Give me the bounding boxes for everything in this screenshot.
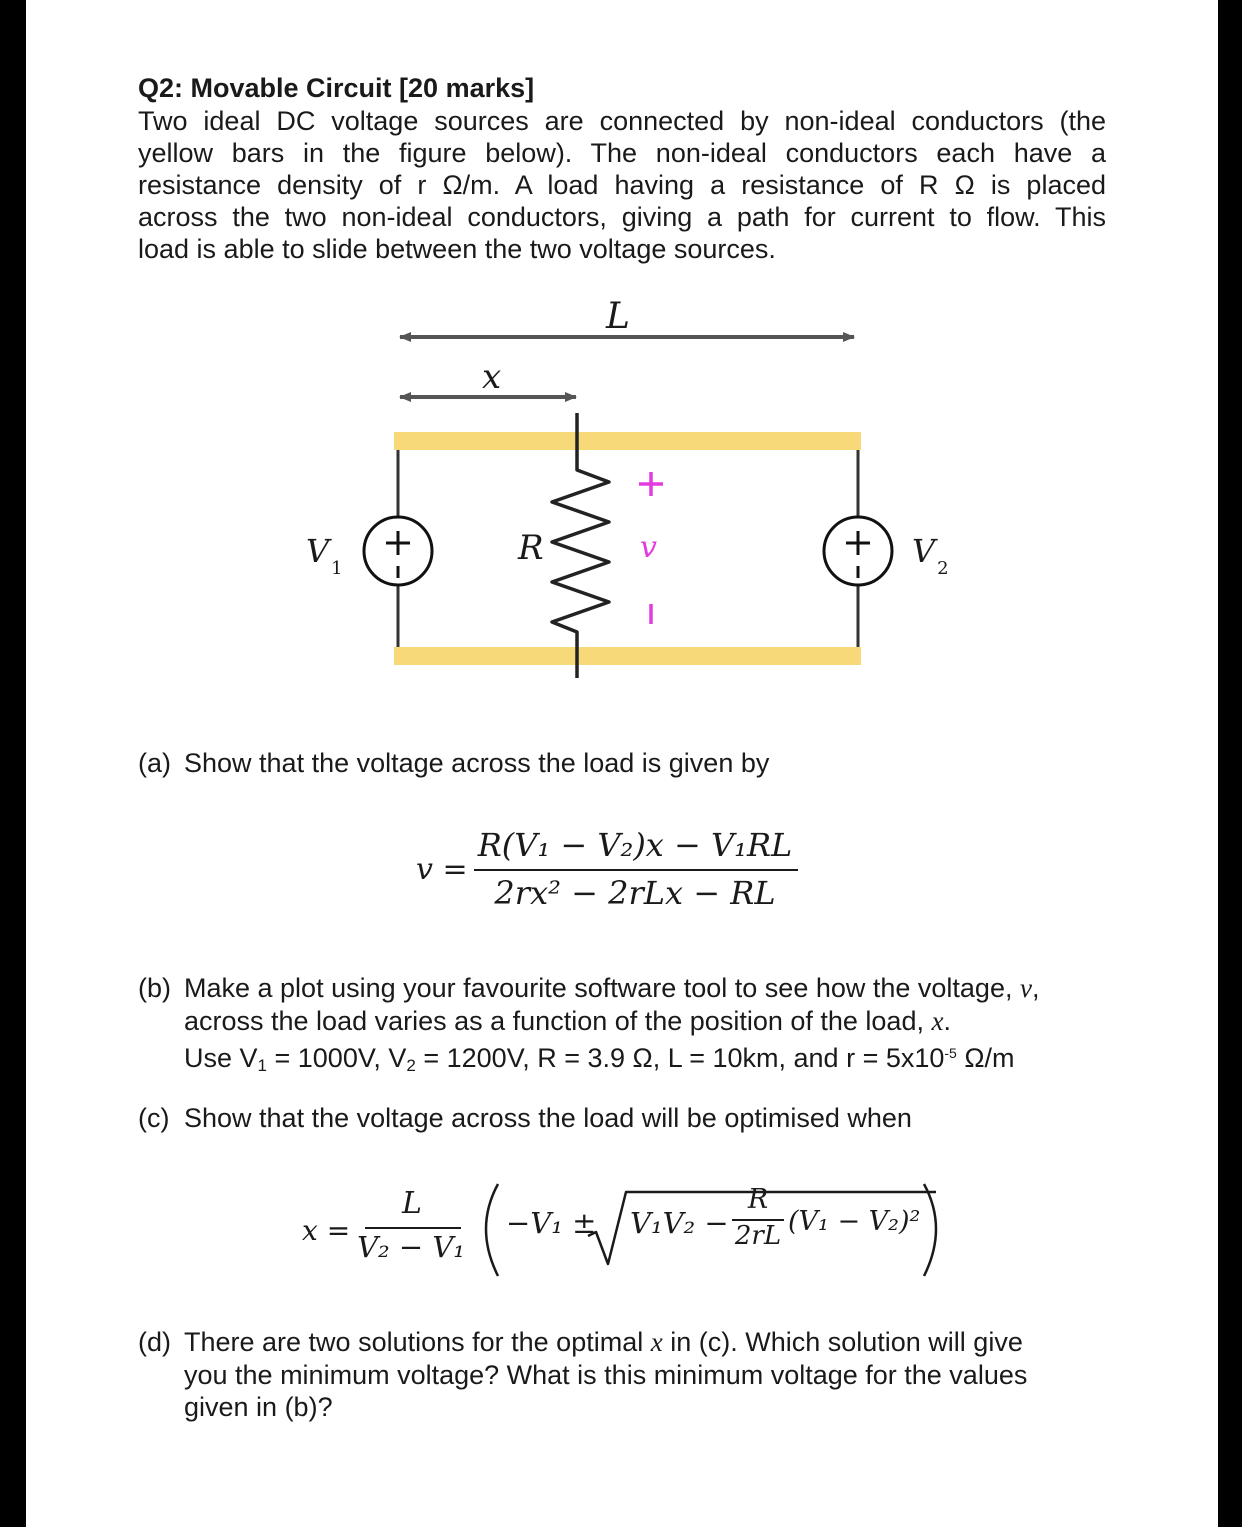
intro-line: across the two non-ideal conductors, giving a path for current to flow. This xyxy=(138,202,1106,232)
bottom-conductor-bar xyxy=(394,647,861,665)
intro-line: resistance density of r Ω/m. A load having a resistance of R Ω is placed xyxy=(138,170,1106,200)
eq-c-frac2-numerator: R xyxy=(747,1184,769,1215)
part-d-line2: you the minimum voltage? What is this minimum voltage for the values xyxy=(184,1360,1028,1390)
figure-label-V2: V $_2$ xyxy=(912,532,949,579)
part-a-label: (a) xyxy=(138,748,171,778)
eq-c-lhs: x = xyxy=(302,1214,351,1247)
top-conductor-bar xyxy=(394,432,861,450)
eq-a-lhs: v = xyxy=(416,852,468,887)
part-c-text: Show that the voltage across the load will be optimised when xyxy=(184,1103,912,1133)
figure-label-L: L xyxy=(606,296,630,337)
document-page xyxy=(26,0,1218,1527)
figure-label-v: v xyxy=(640,530,657,565)
part-b-line1: Make a plot using your favourite software tool to see how the voltage, v, xyxy=(184,973,1040,1003)
part-b-line3: Use $V_1 = 1000V$, $V_2 = 1200V$, R = 3.9 Ω, L = 10km, and $r = 5x10^{-5}$ Ω/m xyxy=(184,1043,1015,1075)
part-d-line3: given in (b)? xyxy=(184,1392,333,1422)
intro-line: load is able to slide between the two voltage sources. xyxy=(138,234,776,264)
eq-a-fraction-bar xyxy=(474,869,798,871)
eq-a-numerator: R(V₁ − V₂)x − V₁RL xyxy=(477,826,793,864)
figure-label-x: x xyxy=(482,357,502,397)
intro-line: Two ideal DC voltage sources are connected by non-ideal conductors (the xyxy=(138,106,1106,136)
part-b-line2: across the load varies as a function of the position of the load, x. xyxy=(184,1006,951,1036)
load-resistor-icon xyxy=(552,413,609,678)
circuit-figure xyxy=(26,0,1218,720)
part-d-label: (d) xyxy=(138,1327,171,1357)
eq-c-frac1-numerator: L xyxy=(402,1186,422,1221)
figure-label-V1: V $_1$ xyxy=(306,532,343,579)
question-title: Q2: Movable Circuit [20 marks] xyxy=(138,73,535,103)
eq-c-frac1-bar xyxy=(365,1227,461,1229)
figure-label-R: R xyxy=(518,528,544,568)
part-d-line1: There are two solutions for the optimal x in (c). Which solution will give xyxy=(184,1327,1023,1357)
eq-c-sqrt-b: (V₁ − V₂)² xyxy=(788,1206,921,1237)
eq-a-denominator: 2rx² − 2rLx − RL xyxy=(494,874,776,912)
intro-line: yellow bars in the figure below). The non-ideal conductors each have a xyxy=(138,138,1106,168)
eq-c-sqrt-a: V₁V₂ − xyxy=(630,1206,729,1240)
eq-c-inner-pre: −V₁ ± xyxy=(506,1206,597,1240)
left-paren xyxy=(486,1184,498,1276)
part-c-label: (c) xyxy=(138,1103,170,1133)
right-paren xyxy=(924,1184,936,1276)
part-a-text: Show that the voltage across the load is given by xyxy=(184,748,770,778)
part-b-label: (b) xyxy=(138,973,171,1003)
eq-c-frac2-denominator: 2rL xyxy=(734,1221,782,1251)
eq-c-frac1-denominator: V₂ − V₁ xyxy=(357,1230,465,1264)
